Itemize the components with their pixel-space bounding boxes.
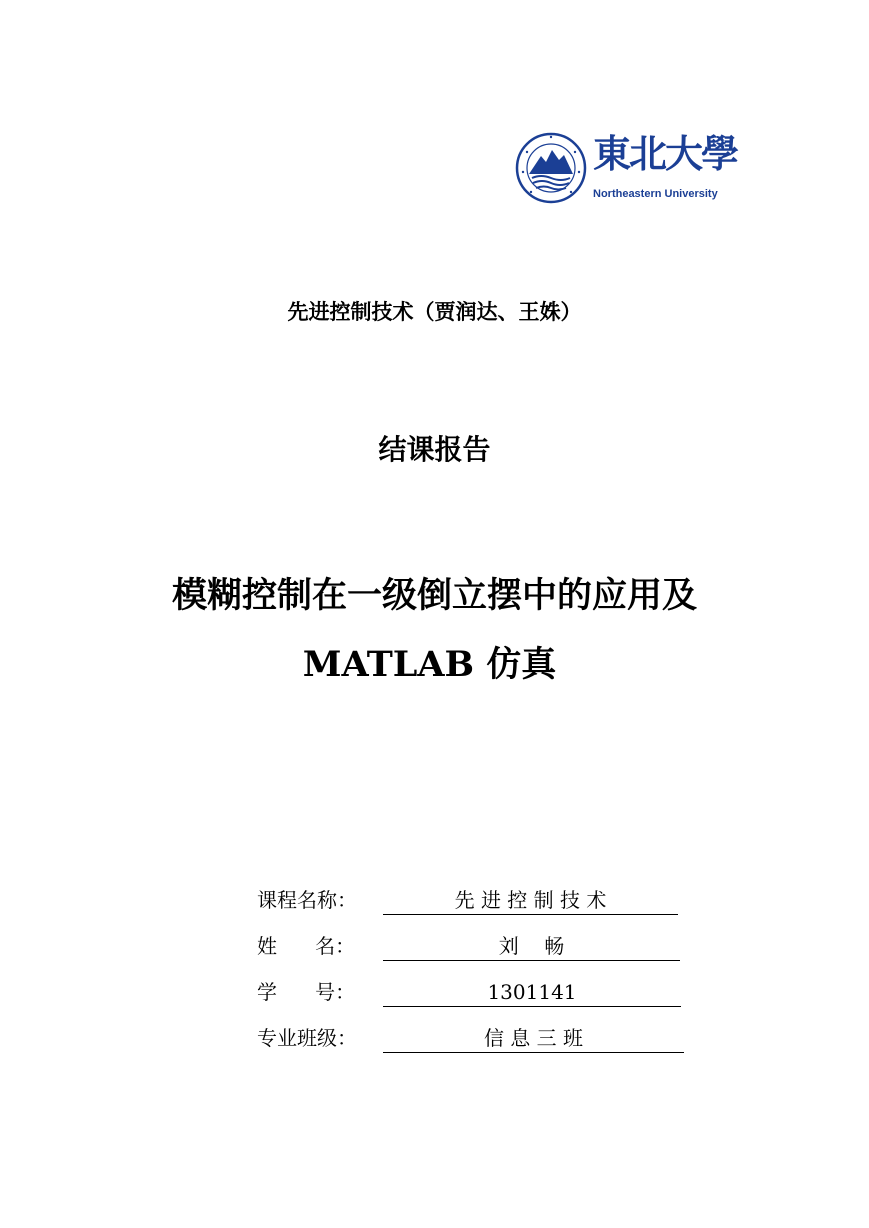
university-logo (515, 128, 738, 212)
university-seal-icon (515, 128, 587, 210)
course-value: 先 进 控 制 技 术 (383, 886, 678, 915)
university-name-en: Northeastern University (593, 188, 718, 200)
report-title-line-1: 模糊控制在一级倒立摆中的应用及 (171, 575, 697, 616)
university-name-cn: 東北大學 (593, 131, 738, 176)
report-title-line-2: MATLAB 仿真 (302, 644, 557, 685)
report-type-heading: 结课报告 (378, 433, 491, 466)
course-teachers-heading: 先进控制技术（贾润达、王姝） (287, 299, 582, 324)
major-class-value: 信 息 三 班 (383, 1024, 684, 1053)
student-id-value: 1301141 (383, 978, 681, 1007)
student-id-label: 学 号： (257, 980, 356, 1004)
name-value: 刘 畅 (383, 932, 680, 961)
name-label: 姓 名： (257, 934, 356, 958)
course-label: 课程名称： (257, 888, 357, 912)
major-class-label: 专业班级： (257, 1026, 357, 1050)
